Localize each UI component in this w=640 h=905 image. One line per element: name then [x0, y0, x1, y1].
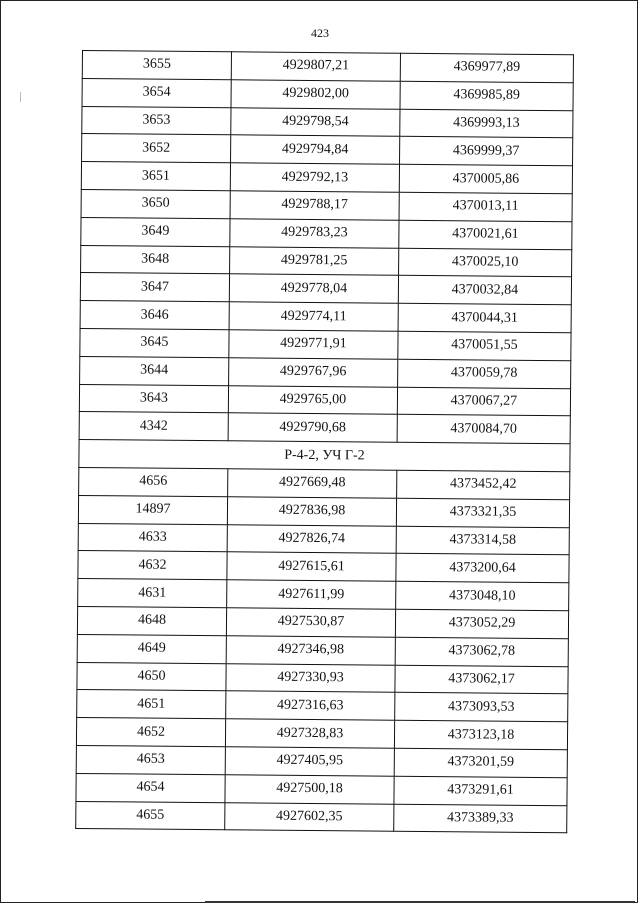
- point-number-cell: 4650: [77, 662, 226, 691]
- point-number-cell: 3648: [81, 245, 230, 274]
- x-coordinate-cell: 4927611,99: [227, 580, 396, 609]
- x-coordinate-cell: 4929798,54: [231, 107, 400, 136]
- x-coordinate-cell: 4929783,23: [230, 219, 399, 248]
- y-coordinate-cell: 4370084,70: [397, 415, 570, 444]
- table-row: [79, 412, 570, 444]
- x-coordinate-cell: 4927615,61: [227, 552, 396, 581]
- point-number-cell: 3643: [79, 384, 228, 413]
- table-row: [80, 273, 571, 305]
- y-coordinate-cell: 4373321,35: [396, 498, 569, 527]
- point-number-cell: 3652: [82, 134, 231, 163]
- table-row: [82, 51, 573, 83]
- point-number-cell: 4632: [78, 551, 227, 580]
- x-coordinate-cell: 4927530,87: [226, 608, 395, 637]
- point-number-cell: 4651: [77, 690, 226, 719]
- x-coordinate-cell: 4929788,17: [230, 191, 399, 220]
- page-number: 423: [311, 26, 329, 40]
- table-row: [77, 606, 568, 638]
- point-number-cell: 3646: [80, 301, 229, 330]
- x-coordinate-cell: 4929807,21: [231, 52, 400, 81]
- y-coordinate-cell: 4373291,61: [394, 776, 567, 805]
- table-row: [81, 189, 572, 221]
- y-coordinate-cell: 4369977,89: [400, 53, 573, 82]
- y-coordinate-cell: 4373052,29: [395, 609, 568, 638]
- point-number-cell: 4653: [76, 745, 225, 774]
- y-coordinate-cell: 4373062,78: [395, 637, 568, 666]
- point-number-cell: 3645: [80, 328, 229, 357]
- x-coordinate-cell: 4927602,35: [225, 802, 394, 831]
- point-number-cell: 3650: [81, 189, 230, 218]
- table-row: [77, 690, 568, 722]
- point-number-cell: 3655: [82, 51, 231, 80]
- table-row: [82, 78, 573, 110]
- y-coordinate-cell: 4370032,84: [398, 276, 571, 305]
- point-number-cell: 4652: [76, 718, 225, 747]
- table-row: [80, 301, 571, 333]
- point-number-cell: 3647: [80, 273, 229, 302]
- y-coordinate-cell: 4373062,17: [395, 665, 568, 694]
- table-row: [76, 745, 567, 777]
- x-coordinate-cell: 4929765,00: [228, 385, 397, 414]
- point-number-cell: 4656: [79, 467, 228, 496]
- x-coordinate-cell: 4927346,98: [226, 636, 395, 665]
- table-row: [76, 801, 567, 833]
- point-number-cell: 3651: [81, 162, 230, 191]
- y-coordinate-cell: 4373093,53: [395, 693, 568, 722]
- y-coordinate-cell: 4370013,11: [399, 192, 572, 221]
- x-coordinate-cell: 4927328,83: [225, 719, 394, 748]
- point-number-cell: 4649: [77, 634, 226, 663]
- point-number-cell: 4342: [79, 412, 228, 441]
- table-row: [78, 579, 569, 611]
- margin-mark: [20, 92, 21, 102]
- y-coordinate-cell: 4370051,55: [398, 331, 571, 360]
- coordinates-table-body: [76, 51, 574, 834]
- point-number-cell: 4631: [78, 579, 227, 608]
- x-coordinate-cell: 4929794,84: [231, 135, 400, 164]
- point-number-cell: 3644: [80, 356, 229, 385]
- y-coordinate-cell: 4370025,10: [399, 248, 572, 277]
- y-coordinate-cell: 4369985,89: [400, 81, 573, 110]
- x-coordinate-cell: 4929778,04: [229, 274, 398, 303]
- x-coordinate-cell: 4929771,91: [229, 330, 398, 359]
- y-coordinate-cell: 4370067,27: [397, 387, 570, 416]
- point-number-cell: 4654: [76, 773, 225, 802]
- y-coordinate-cell: 4373314,58: [396, 526, 569, 555]
- table-row: [77, 662, 568, 694]
- x-coordinate-cell: 4927669,48: [228, 469, 397, 498]
- point-number-cell: 4633: [78, 523, 227, 552]
- table-row: [78, 551, 569, 583]
- point-number-cell: 4655: [76, 801, 225, 830]
- y-coordinate-cell: 4373389,33: [394, 804, 567, 833]
- table-row: [82, 134, 573, 166]
- x-coordinate-cell: 4929767,96: [229, 358, 398, 387]
- bottom-scan-edge: [205, 901, 635, 903]
- y-coordinate-cell: 4373452,42: [397, 470, 570, 499]
- point-number-cell: 14897: [78, 495, 227, 524]
- table-row: [82, 106, 573, 138]
- table-row: [81, 217, 572, 249]
- table-row: [80, 356, 571, 388]
- y-coordinate-cell: 4373123,18: [394, 720, 567, 749]
- y-coordinate-cell: 4369999,37: [400, 137, 573, 166]
- section-heading-row: [79, 440, 570, 472]
- x-coordinate-cell: 4929781,25: [230, 246, 399, 275]
- point-number-cell: 4648: [77, 606, 226, 635]
- y-coordinate-cell: 4370005,86: [399, 164, 572, 193]
- coordinates-table: [75, 50, 574, 834]
- x-coordinate-cell: 4929802,00: [231, 80, 400, 109]
- table-row: [77, 634, 568, 666]
- x-coordinate-cell: 4927836,98: [227, 497, 396, 526]
- y-coordinate-cell: 4370059,78: [398, 359, 571, 388]
- point-number-cell: 3649: [81, 217, 230, 246]
- x-coordinate-cell: 4927500,18: [225, 774, 394, 803]
- table-row: [78, 495, 569, 527]
- table-row: [81, 162, 572, 194]
- x-coordinate-cell: 4927316,63: [226, 691, 395, 720]
- y-coordinate-cell: 4369993,13: [400, 109, 573, 138]
- table-row: [80, 328, 571, 360]
- y-coordinate-cell: 4370021,61: [399, 220, 572, 249]
- point-number-cell: 3653: [82, 106, 231, 135]
- point-number-cell: 3654: [82, 78, 231, 107]
- table-row: [79, 384, 570, 416]
- table-row: [81, 245, 572, 277]
- table-row: [76, 773, 567, 805]
- x-coordinate-cell: 4927405,95: [225, 747, 394, 776]
- section-heading: Р-4-2, УЧ Г-2: [79, 440, 570, 472]
- x-coordinate-cell: 4929790,68: [228, 413, 397, 442]
- y-coordinate-cell: 4373048,10: [396, 581, 569, 610]
- table-row: [78, 523, 569, 555]
- x-coordinate-cell: 4929792,13: [230, 163, 399, 192]
- table-row: [79, 467, 570, 499]
- x-coordinate-cell: 4927330,93: [226, 663, 395, 692]
- table-row: [76, 718, 567, 750]
- y-coordinate-cell: 4373201,59: [394, 748, 567, 777]
- y-coordinate-cell: 4370044,31: [398, 303, 571, 332]
- x-coordinate-cell: 4927826,74: [227, 524, 396, 553]
- x-coordinate-cell: 4929774,11: [229, 302, 398, 331]
- y-coordinate-cell: 4373200,64: [396, 554, 569, 583]
